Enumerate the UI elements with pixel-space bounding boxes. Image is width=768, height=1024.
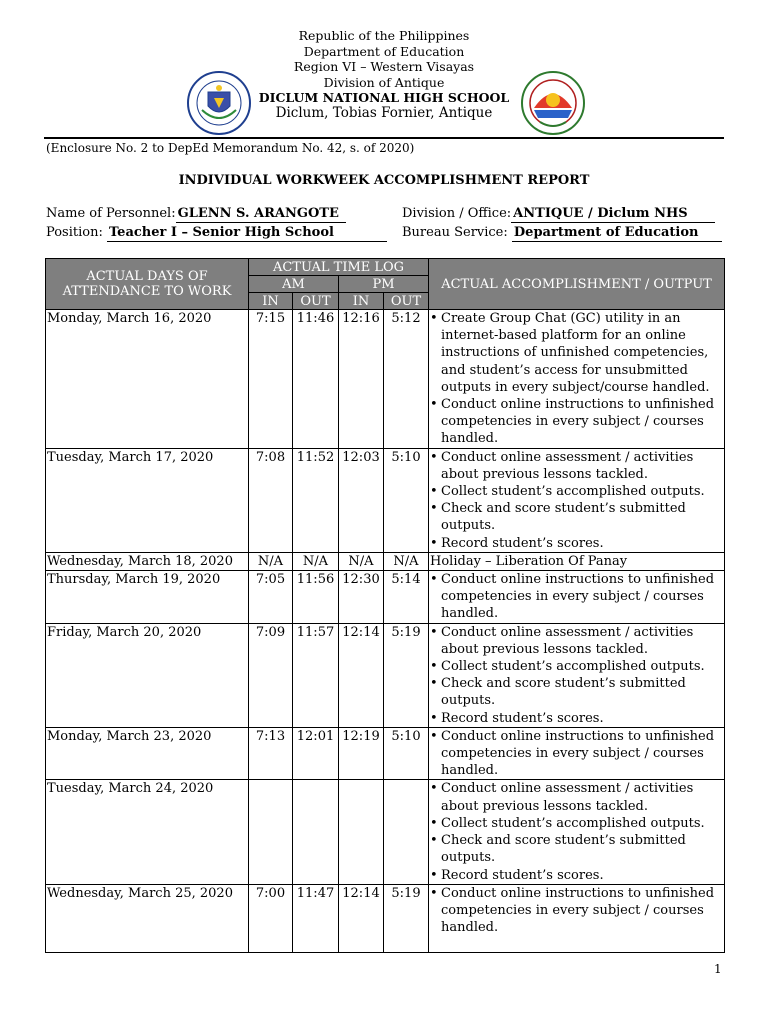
accomplishment-cell — [429, 571, 725, 624]
pm-in-time: 12:14 — [339, 623, 384, 727]
am-in-time: 7:09 — [249, 623, 293, 727]
document-header — [0, 28, 768, 121]
attendance-day: Tuesday, March 17, 2020 — [46, 448, 249, 552]
bureau-field — [402, 225, 722, 242]
accomplishment-item: • Check and score student’s submitted outputs. — [430, 832, 723, 866]
position-value: Teacher I – Senior High School — [107, 225, 387, 242]
am-in-time: 7:08 — [249, 448, 293, 552]
name-value: GLENN S. ARANGOTE — [176, 206, 346, 223]
am-in-time: 7:13 — [249, 727, 293, 780]
deped-seal-logo — [186, 70, 252, 136]
accomplishment-item: • Conduct online instructions to unfinished competencies in every subject / courses handled. — [430, 396, 723, 448]
accomplishment-item: • Create Group Chat (GC) utility in an internet-based platform for an online instructions of unfinished competencies, and student’s access for unsubmitted outputs in every subject/course handled. — [430, 310, 723, 396]
accomplishment-cell — [429, 727, 725, 780]
pm-in-time: 12:30 — [339, 571, 384, 624]
attendance-day: Monday, March 16, 2020 — [46, 310, 249, 449]
header-am: AM — [249, 276, 339, 293]
am-out-time: 11:52 — [293, 448, 339, 552]
am-out-time: N/A — [293, 552, 339, 570]
accomplishment-item: • Conduct online instructions to unfinished competencies in every subject / courses handled. — [430, 728, 723, 780]
position-label: Position: — [46, 225, 103, 240]
division-field — [402, 206, 715, 223]
pm-in-time: 12:16 — [339, 310, 384, 449]
accomplishment-item: • Conduct online instructions to unfinished competencies in every subject / courses handled. — [430, 571, 723, 623]
accomplishment-item: • Collect student’s accomplished outputs. — [430, 483, 723, 500]
pm-out-time: 5:14 — [384, 571, 429, 624]
am-in-time: N/A — [249, 552, 293, 570]
pm-in-time: 12:19 — [339, 727, 384, 780]
school-seal-logo — [520, 70, 586, 136]
am-out-time: 11:46 — [293, 310, 339, 449]
header-attendance-days: ACTUAL DAYS OF ATTENDANCE TO WORK — [46, 259, 249, 310]
table-row — [46, 552, 725, 570]
am-in-time — [249, 780, 293, 884]
table-row — [46, 884, 725, 952]
table-row — [46, 780, 725, 884]
position-field — [46, 225, 387, 242]
am-out-time: 11:56 — [293, 571, 339, 624]
am-in-time: 7:15 — [249, 310, 293, 449]
pm-out-time: 5:19 — [384, 623, 429, 727]
accomplishment-item: • Record student’s scores. — [430, 710, 723, 727]
pm-out-time: 5:10 — [384, 727, 429, 780]
division-value: ANTIQUE / Diclum NHS — [511, 206, 715, 223]
header-school-name: DICLUM NATIONAL HIGH SCHOOL — [258, 90, 510, 105]
header-am-in: IN — [249, 293, 293, 310]
holiday-note: Holiday – Liberation Of Panay — [429, 552, 725, 570]
header-department: Department of Education — [303, 43, 465, 59]
bureau-label: Bureau Service: — [402, 225, 508, 240]
pm-out-time — [384, 780, 429, 884]
accomplishment-cell — [429, 884, 725, 952]
accomplishment-item: • Conduct online instructions to unfinished competencies in every subject / courses handled. — [430, 885, 723, 937]
am-out-time: 11:47 — [293, 884, 339, 952]
bureau-value: Department of Education — [512, 225, 722, 242]
accomplishment-item: • Collect student’s accomplished outputs. — [430, 815, 723, 832]
pm-in-time — [339, 780, 384, 884]
name-label: Name of Personnel: — [46, 206, 176, 221]
page-number: 1 — [714, 962, 722, 976]
header-time-log: ACTUAL TIME LOG — [249, 259, 429, 276]
am-out-time — [293, 780, 339, 884]
accomplishment-item: • Collect student’s accomplished outputs. — [430, 658, 723, 675]
header-pm: PM — [339, 276, 429, 293]
pm-out-time: N/A — [384, 552, 429, 570]
header-am-out: OUT — [293, 293, 339, 310]
am-out-time: 11:57 — [293, 623, 339, 727]
name-field — [46, 206, 346, 223]
pm-in-time: N/A — [339, 552, 384, 570]
accomplishment-cell — [429, 310, 725, 449]
pm-out-time: 5:19 — [384, 884, 429, 952]
accomplishment-item: • Conduct online assessment / activities about previous lessons tackled. — [430, 780, 723, 814]
accomplishment-cell — [429, 780, 725, 884]
header-pm-in: IN — [339, 293, 384, 310]
division-label: Division / Office: — [402, 206, 512, 221]
attendance-day: Tuesday, March 24, 2020 — [46, 780, 249, 884]
header-divider — [44, 137, 724, 139]
attendance-day: Wednesday, March 25, 2020 — [46, 884, 249, 952]
report-title: INDIVIDUAL WORKWEEK ACCOMPLISHMENT REPORT — [178, 173, 590, 188]
header-school-address: Diclum, Tobias Fornier, Antique — [275, 104, 493, 121]
am-in-time: 7:05 — [249, 571, 293, 624]
accomplishment-table — [45, 258, 725, 953]
pm-in-time: 12:14 — [339, 884, 384, 952]
am-in-time: 7:00 — [249, 884, 293, 952]
accomplishment-item: • Record student’s scores. — [430, 535, 723, 552]
accomplishment-item: • Check and score student’s submitted outputs. — [430, 675, 723, 709]
header-division: Division of Antique — [323, 74, 445, 90]
header-accomplishment: ACTUAL ACCOMPLISHMENT / OUTPUT — [429, 259, 725, 310]
table-row — [46, 623, 725, 727]
attendance-day: Monday, March 23, 2020 — [46, 727, 249, 780]
accomplishment-item: • Check and score student’s submitted outputs. — [430, 500, 723, 534]
pm-out-time: 5:12 — [384, 310, 429, 449]
attendance-day: Thursday, March 19, 2020 — [46, 571, 249, 624]
table-row — [46, 448, 725, 552]
accomplishment-item: • Record student’s scores. — [430, 867, 723, 884]
header-pm-out: OUT — [384, 293, 429, 310]
attendance-day: Friday, March 20, 2020 — [46, 623, 249, 727]
accomplishment-cell — [429, 623, 725, 727]
pm-in-time: 12:03 — [339, 448, 384, 552]
attendance-day: Wednesday, March 18, 2020 — [46, 552, 249, 570]
header-region: Region VI – Western Visayas — [293, 59, 475, 74]
table-row — [46, 571, 725, 624]
accomplishment-item: • Conduct online assessment / activities about previous lessons tackled. — [430, 449, 723, 483]
am-out-time: 12:01 — [293, 727, 339, 780]
table-row — [46, 727, 725, 780]
header-republic: Republic of the Philippines — [298, 28, 470, 43]
accomplishment-item: • Conduct online assessment / activities about previous lessons tackled. — [430, 624, 723, 658]
pm-out-time: 5:10 — [384, 448, 429, 552]
table-row — [46, 310, 725, 449]
enclosure-note: (Enclosure No. 2 to DepEd Memorandum No. 42, s. of 2020) — [46, 141, 415, 155]
accomplishment-cell — [429, 448, 725, 552]
